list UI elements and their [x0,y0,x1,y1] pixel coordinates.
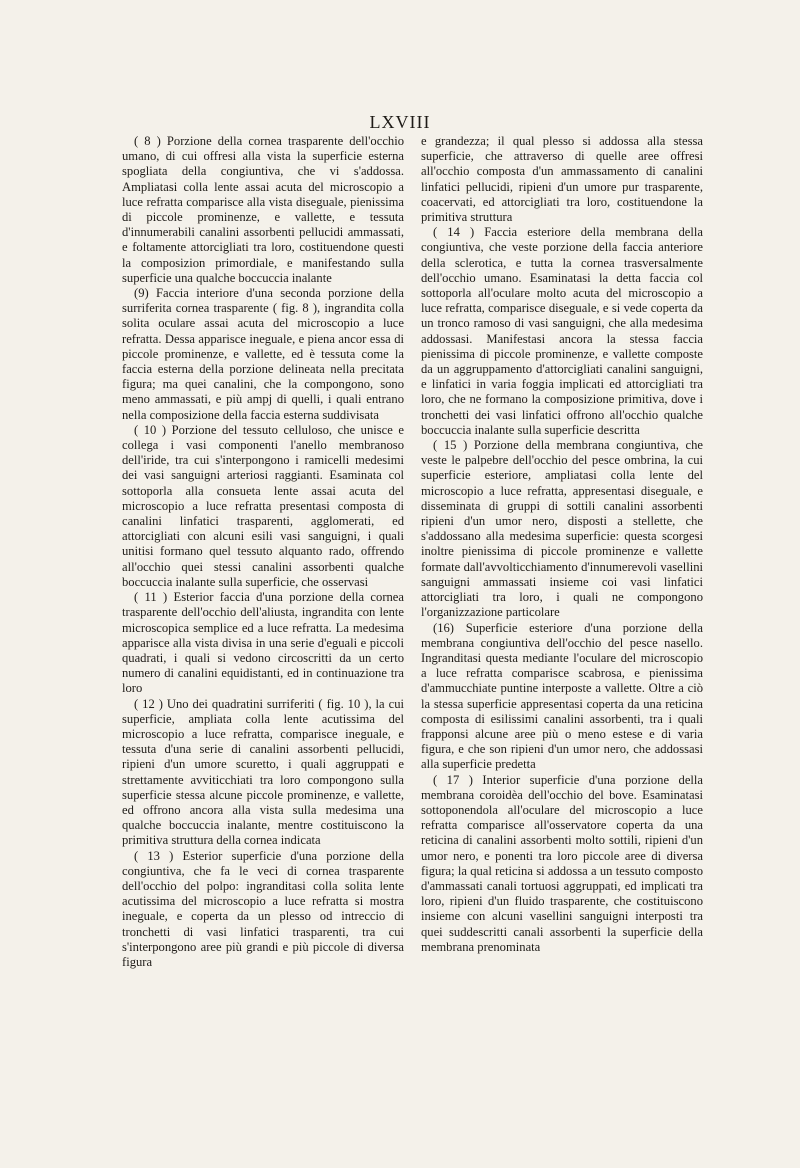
left-column [122,134,404,970]
paragraph-14: ( 14 ) Faccia esteriore della membrana della congiuntiva, che veste porzione della faccia anteriore della sclerotica, e tutta la cornea trasversalmente dell'occhio umano. Esaminatasi la detta faccia col sottoporla all'oculare molto acuta del microscopio a luce refratta, comparisce diseguale, e si vede coperta da un tronco ramoso di vasi sanguigni, che alla medesima addossasi. Manifestasi ancora la stessa faccia pienissima di piccole prominenze, e vallette composte da un aggruppamento d'attorcigliati canalini sanguigni, e linfatici in varia foggia implicati ed attorcigliati tra loro, che ne formano la composizione primitiva, dove i tronchetti dei vasi linfatici offrono all'occhio qualche boccuccia inalante sulla superficie descritta [421,225,703,437]
paragraph-16: (16) Superficie esteriore d'una porzione della membrana congiuntiva dell'occhio del pesce nasello. Ingranditasi questa mediante l'oculare del microscopio a luce refratta comparisce scabrosa, e pienissima d'ammucchiate puntine interposte a vallette. Oltre a ciò la stessa superficie appresentasi coperta da una reticina composta di esilissimi canalini assorbenti, tra i quali frapponsi alcune aree più o meno estese e di varia figura, e che son ripieni d'un umor nero, che addossasi alla superficie predetta [421,620,703,772]
paragraph-10: ( 10 ) Porzione del tessuto celluloso, che unisce e collega i vasi componenti l'anello membranoso dell'iride, tra cui s'interpongono i ramicelli medesimi dei vasi sanguigni arteriosi raggianti. Esaminata col sottoporla alla consueta lente assai acuta del microscopio a luce refratta presentasi composta di canalini linfatici trasparenti, agglomerati, ed attorcigliati con alcuni esili vasi sanguigni, i quali unitisi formano quel tessuto alquanto rado, offrendo all'occhio quei stessi canalini assorbenti qualche boccuccia inalante sulla superficie, che osservasi [122,422,404,589]
paragraph-15: ( 15 ) Porzione della membrana congiuntiva, che veste le palpebre dell'occhio del pesce ombrina, la cui superficie esteriore, ampliatasi colla lente del microscopio a luce refratta, appresentasi diseguale, e disseminata di gruppi di sottili canalini assorbenti ripieni d'un umor nero, disposti a stellette, che s'addossano alla medesima superficie: questa scorgesi inoltre pienissima di piccole prominenze e vallette formate dall'avvolticchiamento d'innumerevoli vasellini sanguigni ammassati insieme coi vasi linfatici attorcigliati tra loro, i quali ne compongono l'organizzazione particolare [421,438,703,620]
right-column [421,134,703,955]
paragraph-13-continued: e grandezza; il qual plesso si addossa alla stessa superficie, che attraverso di quelle aree offresi all'occhio composta d'un ammassamento di canalini linfatici pellucidi, ripieni d'un umore pur trasparente, coacervati, ed attorcigliati tra loro, costituendone la primitiva struttura [421,134,703,225]
page-number: LXVIII [369,112,431,132]
paragraph-11: ( 11 ) Esterior faccia d'una porzione della cornea trasparente dell'occhio dell'aliusta, ingrandita con lente microscopica semplice ed a luce refratta. La medesima apparisce alla vista divisa in una serie d'eguali e piccoli quadrati, i quali si vedono circoscritti da un certo numero di canalini equidistanti, ed in continuazione tra loro [122,590,404,696]
paragraph-12: ( 12 ) Uno dei quadratini surriferiti ( fig. 10 ), la cui superficie, ampliata colla lente acutissima del microscopio a luce refratta, comparisce ineguale, e tessuta d'una serie di canalini assorbenti pellucidi, ripieni d'un umore scuretto, i quali aggruppati e strettamente avviticchiati tra loro compongono sulla superficie stessa alcune piccole prominenze, e vallette, ed offrono ancora alla vista sulla medesima una qualche boccuccia inalante, mentre costituiscono la primitiva struttura della cornea indicata [122,696,404,848]
paragraph-8: ( 8 ) Porzione della cornea trasparente dell'occhio umano, di cui offresi alla vista la superficie esterna spogliata della congiuntiva, che vi s'addossa. Ampliatasi colla lente assai acuta del microscopio a luce refratta comparisce alla vista diseguale, pienissima di piccole prominenze, e vallette, e tessuta d'innumerabili canalini assorbenti pellucidi ammassati, e foltamente attorcigliati tra loro, costituendone questi la composizion primordiale, e manifestando sulla superficie una qualche boccuccia inalante [122,134,404,285]
paragraph-13: ( 13 ) Esterior superficie d'una porzione della congiuntiva, che fa le veci di cornea trasparente dell'occhio del polpo: ingranditasi colla solita lente acutissima del microscopio a luce refratta si mostra ineguale, e coperta da un plesso od intreccio di tronchetti di vasi linfatici trasparenti, tra cui s'interpongono aree più grandi e più piccole di diversa figura [122,848,404,969]
paragraph-17: ( 17 ) Interior superficie d'una porzione della membrana coroidèa dell'occhio del bove. Esaminatasi sottoponendola all'oculare del microscopio a luce refratta comparisce all'osservatore coperta da una reticina di canalini assorbenti molto sottili, ripieni d'un umor nero, e ponenti tra loro piccole aree di diversa figura; la qual reticina si addossa a un tessuto composto d'ammassati canali tortuosi aggruppati, ed implicati tra loro, ripieni d'un fluido trasparente, che costituiscono insieme con alcuni vasellini sanguigni interposti tra quei suddescritti canali assorbenti la superficie della membrana prenominata [421,772,703,954]
paragraph-9: (9) Faccia interiore d'una seconda porzione della surriferita cornea trasparente ( fig. 8 ), ingrandita colla solita oculare assai acuta del microscopio a luce refratta. Dessa apparisce ineguale, e piena ancor essa di piccole prominenze, e vallette, ed è tessuta come la faccia esterna della porzione delineata nella precitata figura; ma quei canalini, che la compongono, sono meno ammassati, e più ampj di quelli, i quali entrano nella composizione della faccia esterna suddivisata [122,286,404,422]
